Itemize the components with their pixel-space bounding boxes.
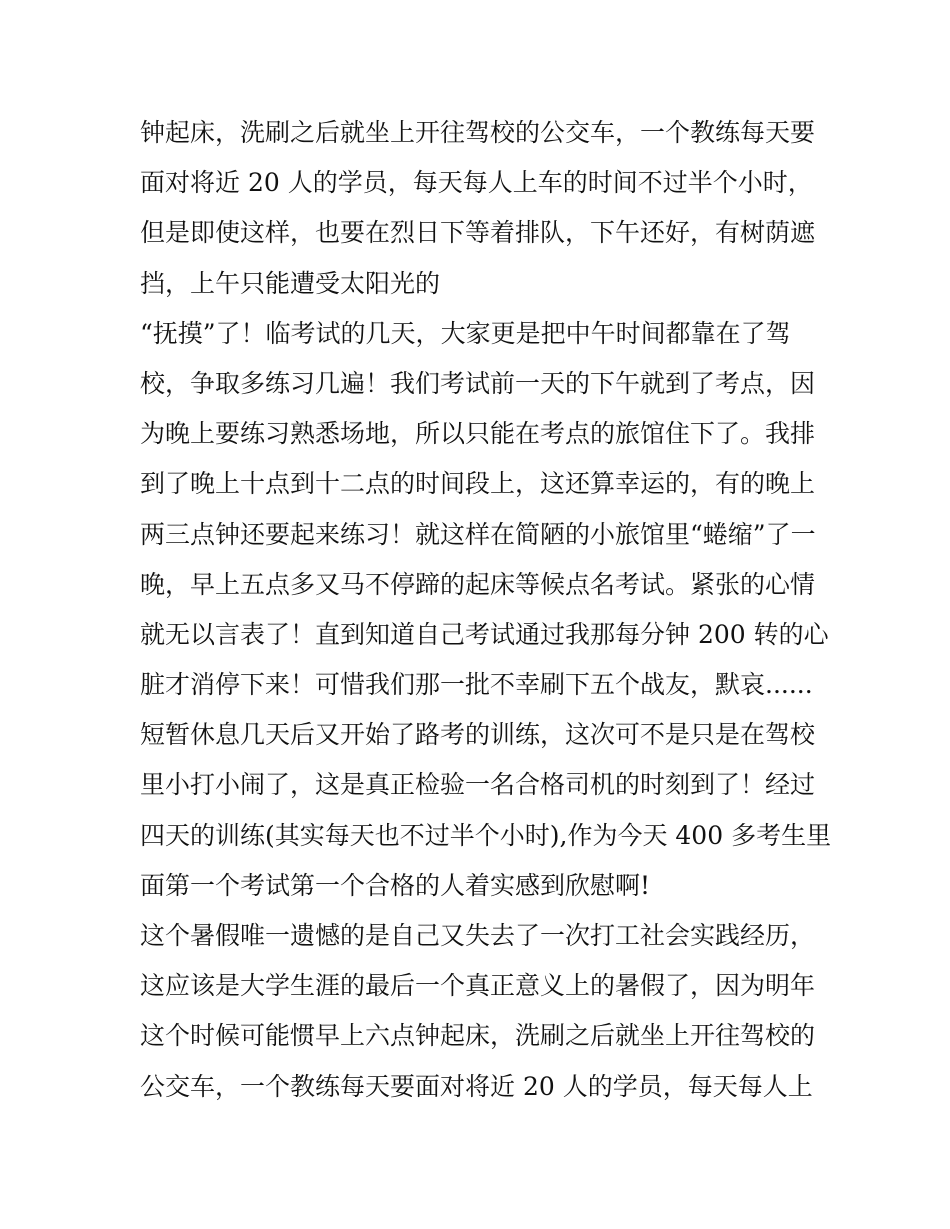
text-line: 就无以言表了！直到知道自己考试通过我那每分钟 200 转的心 (140, 619, 829, 649)
text-line: 钟起床，洗刷之后就坐上开往驾校的公交车，一个教练每天要 (140, 118, 816, 147)
text-line: “抚摸”了！临考试的几天，大家更是把中午时间都靠在了驾 (140, 318, 791, 348)
text-line: 短暂休息几天后又开始了路考的训练，这次可不是只是在驾校 (140, 720, 816, 750)
text-line: 两三点钟还要起来练习！就这样在简陋的小旅馆里“蜷缩”了一 (140, 519, 816, 549)
text-line: 公交车，一个教练每天要面对将近 20 人的学员，每天每人上 (140, 1071, 813, 1101)
text-line: 面第一个考试第一个合格的人着实感到欣慰啊! (140, 870, 651, 900)
text-line: 校，争取多练习几遍！我们考试前一天的下午就到了考点，因 (140, 368, 816, 398)
text-line: 这个时候可能惯早上六点钟起床，洗刷之后就坐上开往驾校的 (140, 1021, 816, 1051)
text-line: 晚，早上五点多又马不停蹄的起床等候点名考试。紧张的心情 (140, 569, 816, 599)
text-line: 里小打小闹了，这是真正检验一名合格司机的时刻到了！经过 (140, 770, 816, 800)
text-line: 但是即使这样，也要在烈日下等着排队，下午还好，有树荫遮 (140, 218, 816, 248)
text-line: 到了晚上十点到十二点的时间段上，这还算幸运的，有的晚上 (140, 469, 816, 499)
text-line: 这个暑假唯一遗憾的是自己又失去了一次打工社会实践经历， (140, 921, 816, 950)
text-line: 挡，上午只能遭受太阳光的 (140, 268, 441, 298)
text-line: 脏才消停下来！可惜我们那一批不幸刷下五个战友，默哀...... (140, 670, 813, 700)
text-line: 四天的训练(其实每天也不过半个小时),作为今天 400 多考生里 (140, 820, 832, 850)
text-line: 为晚上要练习熟悉场地，所以只能在考点的旅馆住下了。我排 (140, 419, 816, 449)
body-text (140, 108, 830, 1112)
text-line: 这应该是大学生涯的最后一个真正意义上的暑假了，因为明年 (140, 971, 816, 1001)
text-line: 面对将近 20 人的学员，每天每人上车的时间不过半个小时， (140, 168, 813, 198)
